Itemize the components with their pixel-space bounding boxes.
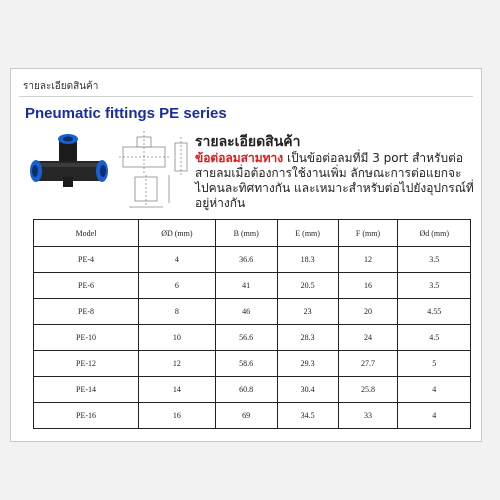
table-row	[34, 377, 471, 403]
cell-b: 58.6	[215, 351, 277, 377]
cell-e: 23	[277, 299, 338, 325]
table-row	[34, 299, 471, 325]
col-header-b: B (mm)	[215, 220, 277, 247]
cell-e: 30.4	[277, 377, 338, 403]
cell-e: 28.3	[277, 325, 338, 351]
col-header-model: Model	[34, 220, 139, 247]
cell-outer-diameter: 4	[139, 247, 216, 273]
cell-model: PE-10	[34, 325, 139, 351]
cell-model: PE-14	[34, 377, 139, 403]
cell-inner-diameter: 4	[398, 377, 471, 403]
product-detail-panel	[10, 68, 482, 442]
cell-f: 20	[338, 299, 398, 325]
cell-b: 69	[215, 403, 277, 429]
cell-outer-diameter: 14	[139, 377, 216, 403]
section-header: รายละเอียดสินค้า	[23, 81, 99, 92]
cell-outer-diameter: 12	[139, 351, 216, 377]
cell-outer-diameter: 6	[139, 273, 216, 299]
cell-b: 56.6	[215, 325, 277, 351]
cell-inner-diameter: 4	[398, 403, 471, 429]
cell-model: PE-4	[34, 247, 139, 273]
cell-model: PE-12	[34, 351, 139, 377]
cell-outer-diameter: 8	[139, 299, 216, 325]
table-row	[34, 351, 471, 377]
product-title: Pneumatic fittings PE series	[25, 105, 227, 122]
col-header-outer-diameter: ØD (mm)	[139, 220, 216, 247]
table-row	[34, 403, 471, 429]
spec-table	[33, 219, 471, 429]
table-header-row	[34, 220, 471, 247]
cell-e: 18.3	[277, 247, 338, 273]
cell-f: 24	[338, 325, 398, 351]
description-text	[195, 151, 475, 211]
cell-b: 36.6	[215, 247, 277, 273]
cell-b: 60.8	[215, 377, 277, 403]
cell-f: 33	[338, 403, 398, 429]
cell-e: 29.3	[277, 351, 338, 377]
cell-inner-diameter: 4.55	[398, 299, 471, 325]
table-row	[34, 273, 471, 299]
cell-inner-diameter: 3.5	[398, 273, 471, 299]
cell-model: PE-8	[34, 299, 139, 325]
cell-f: 25.8	[338, 377, 398, 403]
cell-outer-diameter: 16	[139, 403, 216, 429]
cell-b: 41	[215, 273, 277, 299]
cell-f: 12	[338, 247, 398, 273]
cell-inner-diameter: 4.5	[398, 325, 471, 351]
cell-e: 20.5	[277, 273, 338, 299]
tee-fitting-technical-drawing	[119, 129, 193, 211]
table-row	[34, 325, 471, 351]
description-heading: รายละเอียดสินค้า	[195, 134, 301, 150]
cell-model: PE-16	[34, 403, 139, 429]
col-header-inner-diameter: Ød (mm)	[398, 220, 471, 247]
cell-b: 46	[215, 299, 277, 325]
col-header-e: E (mm)	[277, 220, 338, 247]
description-body: เป็นข้อต่อลมที่มี 3 port สำหรับต่อสายลมเมื่อต้องการใช้งานเพิ่ม ลักษณะการต่อแยกจะไปคนละทิศทางกัน และเหมาะสำหรับต่อไปยังอุปกรณ์ที่อยู่ห่างกัน	[195, 151, 474, 210]
cell-inner-diameter: 3.5	[398, 247, 471, 273]
table-row	[34, 247, 471, 273]
col-header-f: F (mm)	[338, 220, 398, 247]
description-highlight: ข้อต่อลมสามทาง	[195, 151, 284, 165]
tee-fitting-photo	[29, 129, 109, 201]
cell-inner-diameter: 5	[398, 351, 471, 377]
cell-e: 34.5	[277, 403, 338, 429]
header-divider	[19, 96, 473, 97]
cell-f: 16	[338, 273, 398, 299]
cell-f: 27.7	[338, 351, 398, 377]
cell-outer-diameter: 10	[139, 325, 216, 351]
cell-model: PE-6	[34, 273, 139, 299]
